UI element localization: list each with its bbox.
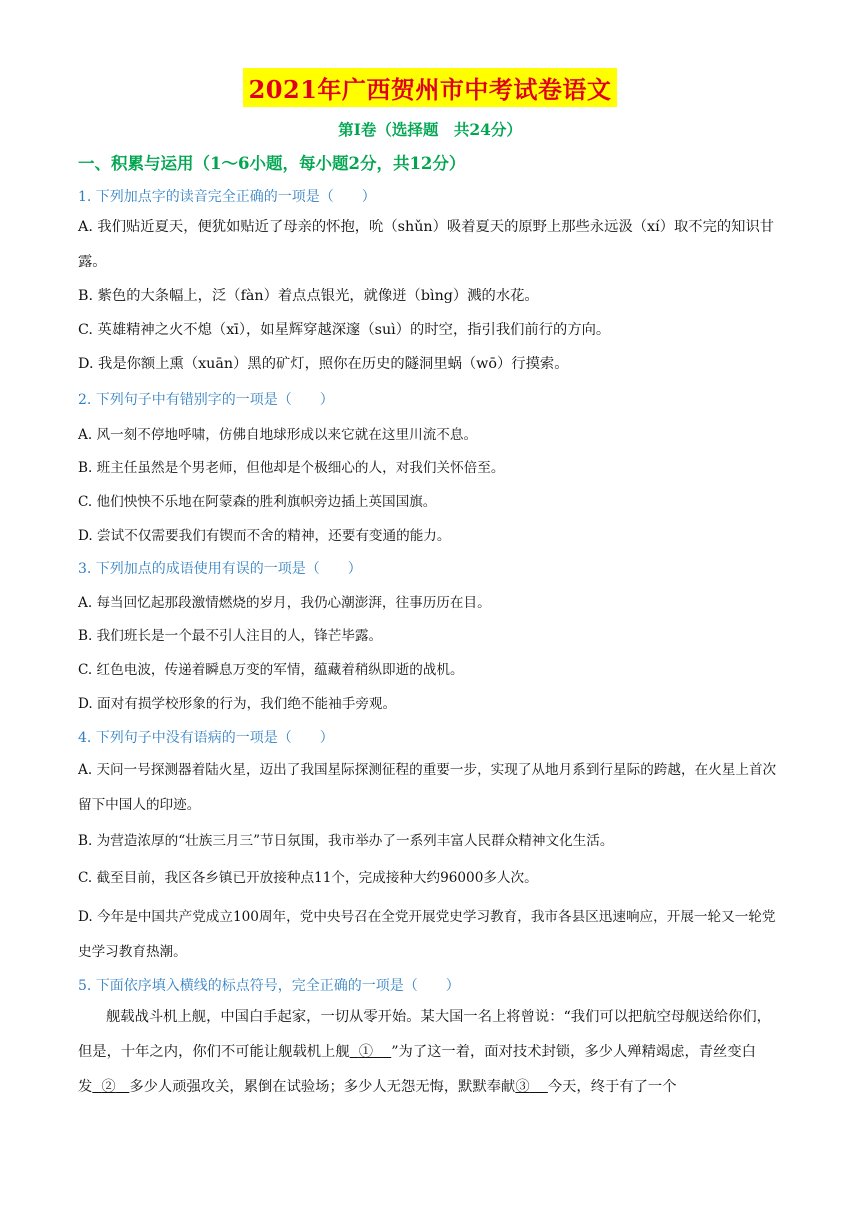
passage-text-2: ”为了这一着，面对技术封锁，多少人殚精竭虑，青丝变白发 — [78, 1044, 756, 1095]
question-4-option-b: B. 为营造浓厚的“壮族三月三”节日氛围，我市举办了一系列丰富人民群众精神文化生活。 — [78, 833, 614, 849]
passage-text-4: 今天，终于有了一个 — [547, 1079, 677, 1095]
question-1-option-d: D. 我是你额上熏（xuān）黑的矿灯，照你在历史的隧洞里蜗（wō）行摸索。 — [78, 356, 569, 372]
blank-2 — [92, 1079, 129, 1095]
question-2-option-c: C. 他们怏怏不乐地在阿蒙森的胜利旗帜旁边插上英国国旗。 — [78, 494, 437, 510]
blank-2-number: ② — [101, 1079, 116, 1095]
exam-title: 2021年广西贺州市中考试卷语文 — [243, 68, 618, 107]
passage-text-3: 多少人顽强攻关，累倒在试验场；多少人无怨无悔，默默奉献 — [129, 1079, 516, 1095]
question-2-option-a: A. 风一刻不停地呼啸，仿佛自地球形成以来它就在这里川流不息。 — [78, 427, 478, 443]
question-1-option-c: C. 英雄精神之火不熄（xī），如星辉穿越深邃（suì）的时空，指引我们前行的方向。 — [78, 322, 611, 338]
question-4-option-a: A. 天问一号探测器着陆火星，迈出了我国星际探测征程的重要一步，实现了从地月系到行星际的跨越，在火星上首次留下中国人的印迹。 — [78, 762, 777, 813]
question-4-option-c: C. 截至目前，我区各乡镇已开放接种点11个，完成接种大约96000多人次。 — [78, 870, 538, 886]
question-2-option-d: D. 尝试不仅需要我们有锲而不舍的精神，还要有变通的能力。 — [78, 528, 451, 544]
question-5-passage — [78, 1000, 784, 1105]
question-2-option-b: B. 班主任虽然是个男老师，但他却是个极细心的人，对我们关怀倍至。 — [78, 460, 505, 476]
question-2-stem: 2. 下列句子中有错别字的一项是（ ） — [78, 392, 334, 408]
question-4-option-d: D. 今年是中国共产党成立100周年，党中央号召在全党开展党史学习教育，我市各县区迅速响应，开展一轮又一轮党史学习教育热潮。 — [78, 909, 776, 960]
blank-1 — [350, 1044, 392, 1060]
question-5-stem: 5. 下面依序填入横线的标点符号，完全正确的一项是（ ） — [78, 978, 460, 994]
question-1-option-a: A. 我们贴近夏天，便犹如贴近了母亲的怀抱，吮（shǔn）吸着夏天的原野上那些永远汲（xí）取不完的知识甘露。 — [78, 219, 775, 270]
blank-1-number: ① — [358, 1044, 374, 1060]
question-1-option-b: B. 紫色的大条幅上，泛（fàn）着点点银光，就像迸（bìng）溅的水花。 — [78, 288, 539, 304]
question-3-option-a: A. 每当回忆起那段激情燃烧的岁月，我仍心潮澎湃，往事历历在目。 — [78, 595, 491, 611]
question-1-stem: 1. 下列加点字的读音完全正确的一项是（ ） — [78, 189, 376, 205]
volume-heading: 第Ⅰ卷（选择题 共24分） — [338, 120, 522, 139]
title-container — [0, 68, 860, 107]
blank-3 — [515, 1079, 547, 1095]
question-4-stem: 4. 下列句子中没有语病的一项是（ ） — [78, 730, 334, 746]
passage-text-1: 舰载战斗机上舰，中国白手起家，一切从零开始。某大国一名上将曾说：“我们可以把航空母舰送给你们，但是，十年之内，你们不可能让舰载机上舰 — [78, 1009, 771, 1060]
question-3-stem: 3. 下列加点的成语使用有误的一项是（ ） — [78, 561, 362, 577]
question-3-option-b: B. 我们班长是一个最不引人注目的人，锋芒毕露。 — [78, 628, 383, 644]
blank-3-number: ③ — [515, 1079, 530, 1095]
section-heading: 一、积累与运用（1～6小题，每小题2分，共12分） — [78, 154, 466, 173]
question-3-option-c: C. 红色电波，传递着瞬息万变的军情，蕴藏着稍纵即逝的战机。 — [78, 662, 464, 678]
question-3-option-d: D. 面对有损学校形象的行为，我们绝不能袖手旁观。 — [78, 696, 397, 712]
